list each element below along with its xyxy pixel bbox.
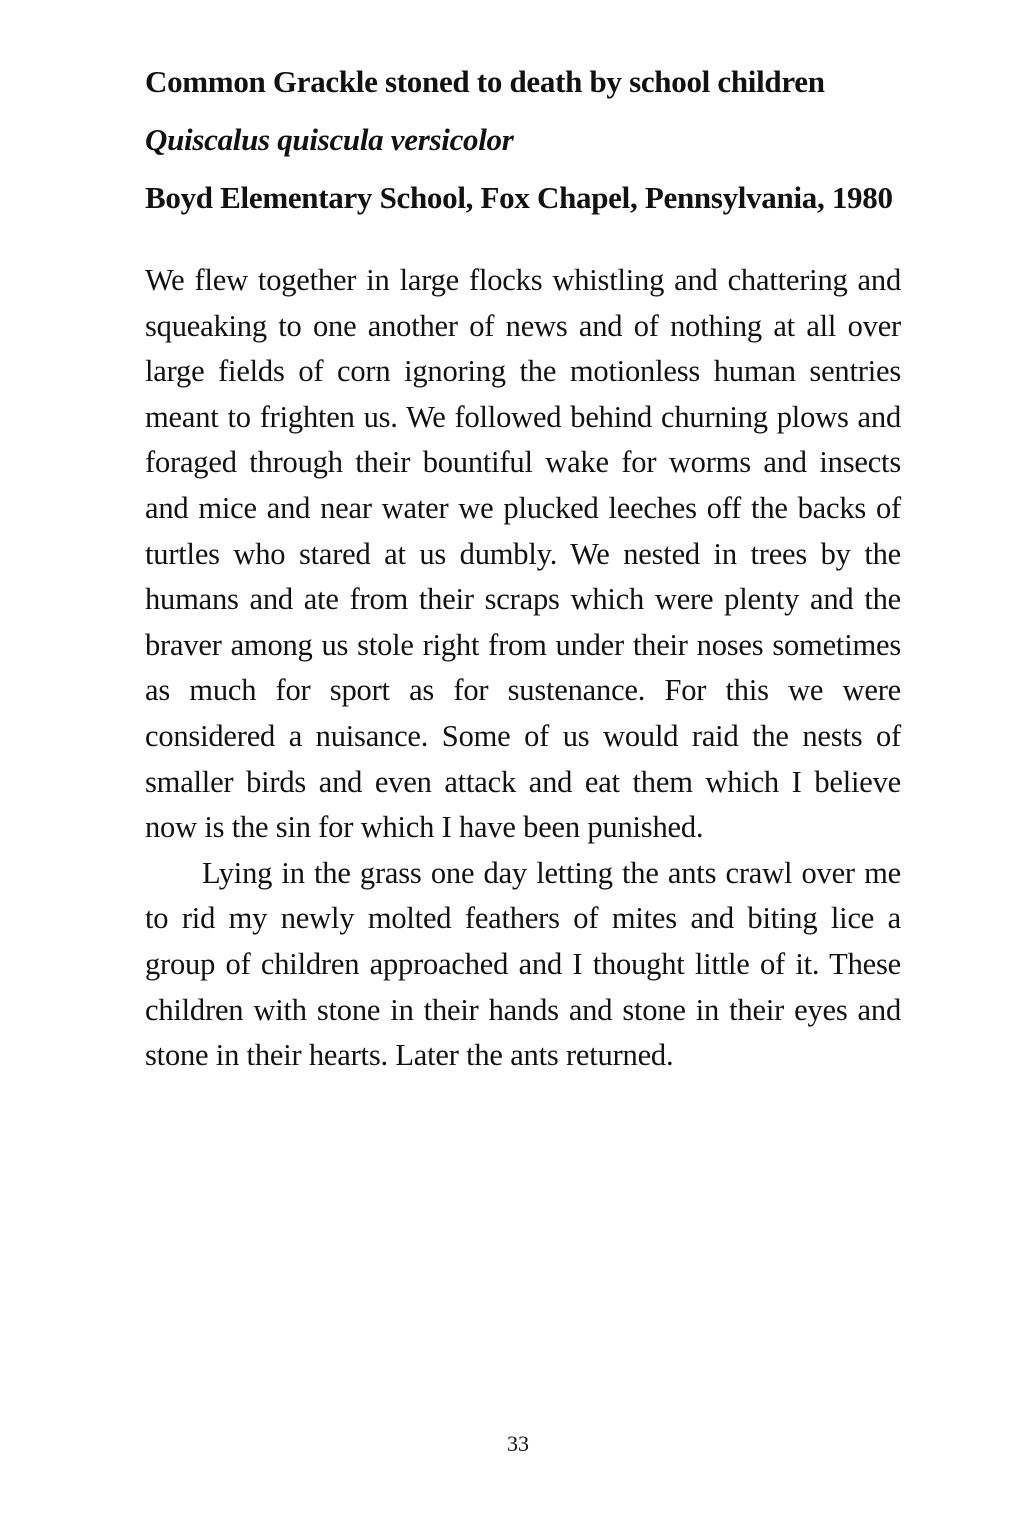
paragraph: Lying in the grass one day letting the ants crawl over me to rid my newly molted feathers of mites and biting lice a group of children approached and I thought little of it. These children with stone in their hands and stone in their eyes and stone in their hearts. Later the ants returned. [145,855,901,1073]
body-text [145,258,901,1079]
species-name: Quiscalus quiscula versicolor [145,122,514,157]
paragraph: We flew together in large flocks whistling and chattering and squeaking to one another of news and of nothing at all over large fields of corn ignoring the motionless human sentries meant to frighten us. We followed behind churning plows and foraged through their bountiful wake for worms and insects and mice and near water we plucked leeches off the backs of turtles who stared at us dumbly. We nested in trees by the humans and ate from their scraps which were plenty and the braver among us stole right from under their noses sometimes as much for sport as for sustenance. For this we were considered a nuisance. Some of us would raid the nests of smaller birds and even attack and eat them which I believe now is the sin for which I have been punished. [145,263,901,845]
location-date: Boyd Elementary School, Fox Chapel, Pennsylvania, 1980 [145,180,893,215]
page-number: 33 [507,1431,529,1456]
entry-title: Common Grackle stoned to death by school children [145,64,825,99]
book-page [145,62,901,1079]
